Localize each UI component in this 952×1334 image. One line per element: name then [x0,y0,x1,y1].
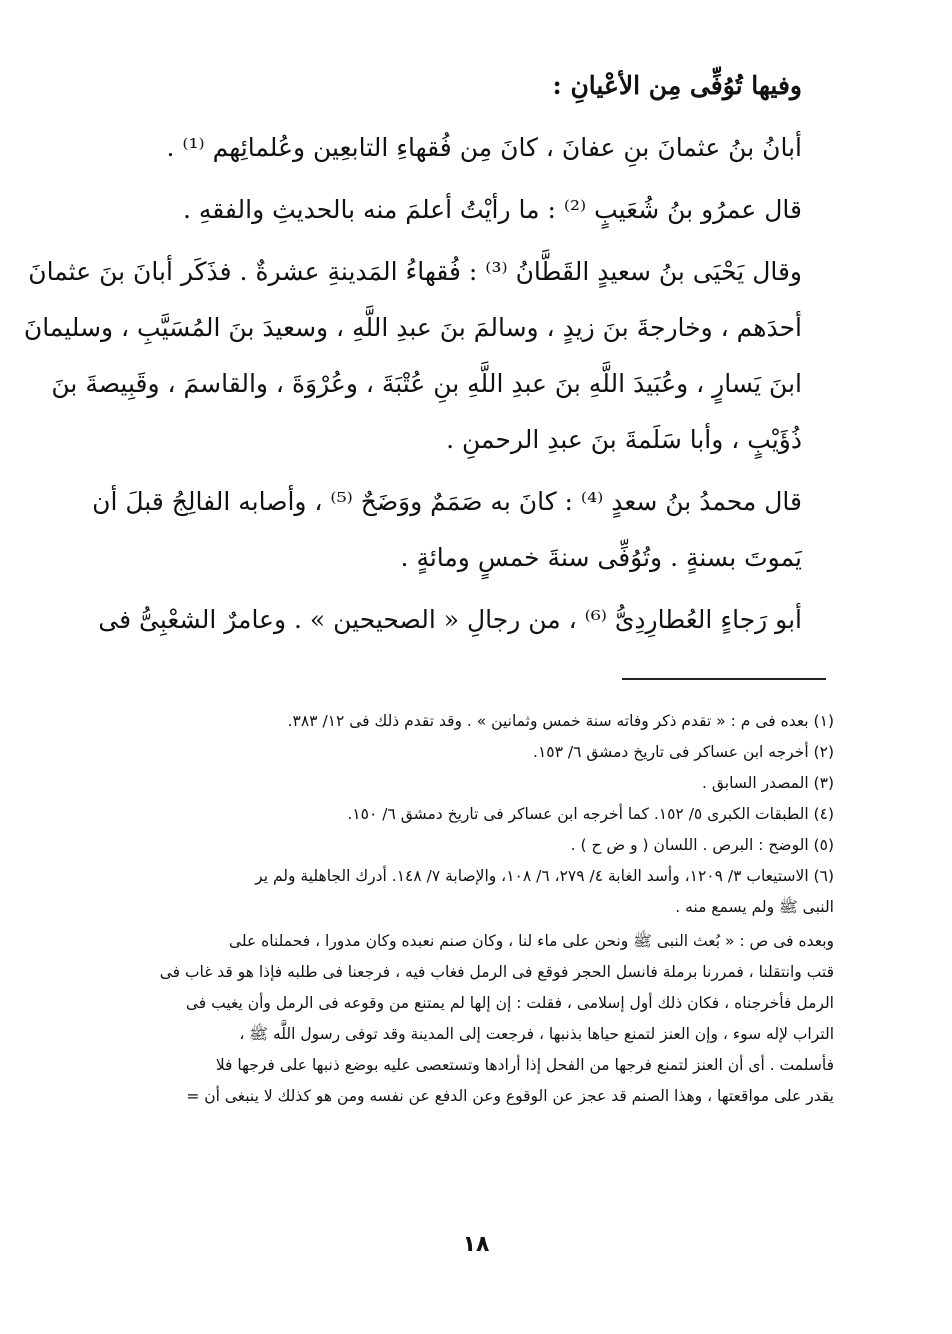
text-line-amr: قال عمرُو بنُ شُعَيبٍ ⁽²⁾ : ما رأيْتُ أعلمَ منه بالحديثِ والفقهِ . [182,195,802,224]
text-line-yahya: وقال يَحْيَى بنُ سعيدٍ القَطَّانُ ⁽³⁾ : فُقهاءُ المَدينةِ عشرةٌ . فذَكَر أبانَ بنَ عثمانَ [28,257,802,286]
main-text [23,58,802,648]
text-line-heading: وفيها تُوُفِّى مِن الأعْيانِ : [552,71,802,100]
footnote-6-addendum: التراب لإله سوء ، وإن العنز لتمنع حياها بذنبها ، فرجعت إلى المدينة وقد توفى رسول اللَّه ﷺ ، [239,1025,834,1043]
footnote-3: (٣) المصدر السابق . [701,774,834,792]
footnote-4: (٤) الطبقات الكبرى ٥/ ١٥٢. كما أخرجه ابن عساكر فى تاريخ دمشق ٦/ ١٥٠. [347,805,834,823]
page-number: ١٨ [462,1232,490,1257]
footnote-2: (٢) أخرجه ابن عساكر فى تاريخ دمشق ٦/ ١٥٣. [533,743,834,761]
footnote-6-addendum: الرمل فأخرجناه ، فكان ذلك أول إسلامى ، فقلت : إن إلها لم يمتنع من وقوعه فى الرمل وأن يغيب فى [185,994,834,1012]
text-line-aban: أبانُ بنُ عثمانَ بنِ عفانَ ، كانَ مِن فُقهاءِ التابعِين وعُلمائِهم ⁽¹⁾ . [166,133,802,162]
footnote-divider [622,678,826,680]
footnote-6-addendum: قتب وانتقلنا ، فمررنا برملة فانسل الحجر فوقع فى الرمل فغاب فيه ، فرجعنا فى طلبه فإذا هو قد غاب فى [159,963,834,981]
text-line: أحدَهم ، وخارجةَ بنَ زيدٍ ، وسالمَ بنَ عبدِ اللَّهِ ، وسعيدَ بنَ المُسَيَّبِ ، وسليمانَ [23,313,802,342]
text-line: يَموتَ بسنةٍ . وتُوُفِّى سنةَ خمسٍ ومائةٍ . [400,543,802,572]
footnote-1: (١) بعده فى م : « تقدم ذكر وفاته سنة خمس وثمانين » . وقد تقدم ذلك فى ١٢/ ٣٨٣. [287,712,834,730]
footnotes [108,706,834,1112]
text-line: ابنَ يَسارٍ ، وعُبَيدَ اللَّهِ بنَ عبدِ اللَّهِ بنِ عُتْبَةَ ، وعُرْوَةَ ، والقاسمَ ، وقَبِيصةَ بنَ [51,369,802,398]
footnote-6-cont: النبى ﷺ ولم يسمع منه . [675,898,834,916]
text-line: ذُؤَيْبٍ ، وأبا سَلَمةَ بنَ عبدِ الرحمنِ . [446,425,802,454]
text-line-muhammad: قال محمدُ بنُ سعدٍ ⁽⁴⁾ : كانَ به صَمَمٌ ووَضَحٌ ⁽⁵⁾ ، وأصابه الفالِجُ قبلَ أن [92,487,802,516]
footnote-6-addendum: فأسلمت . أى أن العنز لتمنع فرجها من الفحل إذا أرادها وتستعصى عليه بوضع ذنبها على فرجها فلا [215,1056,834,1074]
footnote-6-addendum: يقدر على مواقعتها ، وهذا الصنم قد عجز عن الوقوع وعن الدفع عن نفسه ومن هو كذلك لا ينبغى أن = [186,1087,834,1105]
footnote-5: (٥) الوضح : البرص . اللسان ( و ض ح ) . [570,836,834,854]
text-line-abu-raja: أبو رَجاءٍ العُطارِدِىُّ ⁽⁶⁾ ، من رجالِ « الصحيحين » . وعامرٌ الشعْبِىُّ فى [98,605,802,634]
footnote-6-addendum: وبعده فى ص : « بُعث النبى ﷺ ونحن على ماء لنا ، وكان صنم نعبده وكان مدورا ، فحملناه على [228,932,834,950]
footnote-6: (٦) الاستيعاب ٣/ ١٢٠٩، وأسد الغابة ٤/ ٢٧٩، ٦/ ١٠٨، والإصابة ٧/ ١٤٨. أدرك الجاهلية ولم ير [255,867,834,885]
